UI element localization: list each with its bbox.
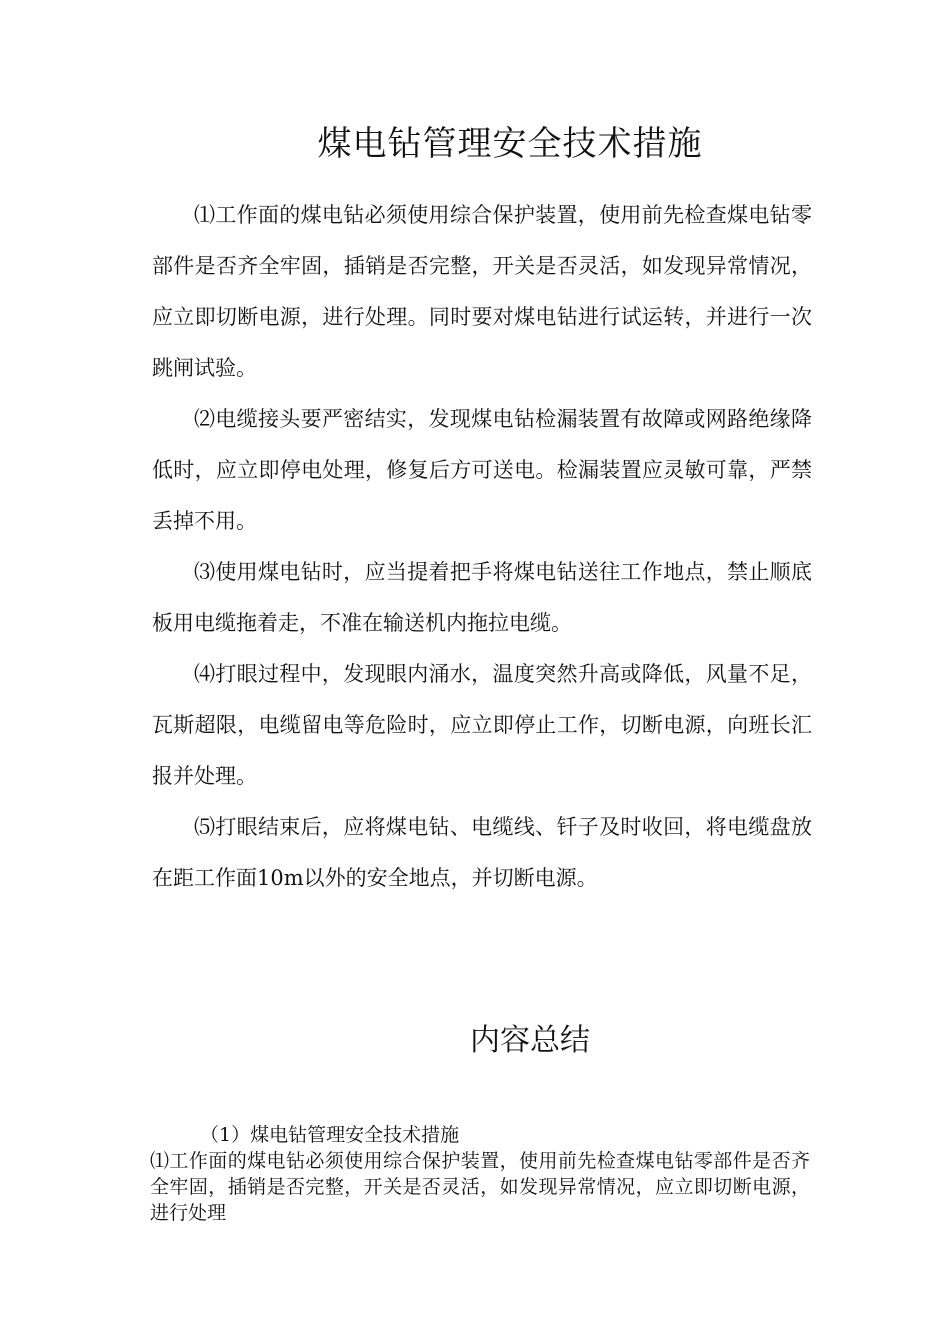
paragraph-2: ⑵电缆接头要严密结实，发现煤电钻检漏装置有故障或网路绝缘降低时，应立即停电处理，修复后方可送电。检漏装置应灵敏可靠，严禁丢掉不用。	[152, 407, 812, 533]
paragraph-4: ⑷打眼过程中，发现眼内涌水，温度突然升高或降低，风量不足，瓦斯超限，电缆留电等危险时，应立即停止工作，切断电源，向班长汇报并处理。	[152, 662, 812, 788]
summary-item-label: （1）煤电钻管理安全技术措施	[200, 1124, 460, 1146]
summary-item-text: ⑴工作面的煤电钻必须使用综合保护装置，使用前先检查煤电钻零部件是否齐全牢固，插销是否完整，开关是否灵活，如发现异常情况，应立即切断电源，进行处理	[150, 1150, 810, 1224]
document-body	[152, 190, 812, 904]
paragraph-3: ⑶使用煤电钻时，应当提着把手将煤电钻送往工作地点，禁止顺底板用电缆拖着走，不准在输送机内拖拉电缆。	[152, 560, 812, 635]
summary-heading: 内容总结	[470, 1023, 590, 1058]
paragraph-1: ⑴工作面的煤电钻必须使用综合保护装置，使用前先检查煤电钻零部件是否齐全牢固，插销是否完整，开关是否灵活，如发现异常情况，应立即切断电源，进行处理。同时要对煤电钻进行试运转，并进行一次跳闸试验。	[152, 203, 812, 380]
paragraph-5: ⑸打眼结束后，应将煤电钻、电缆线、钎子及时收回，将电缆盘放在距工作面10m以外的安全地点，并切断电源。	[152, 815, 812, 890]
summary-section	[150, 1122, 810, 1226]
document-title: 煤电钻管理安全技术措施	[317, 124, 703, 164]
